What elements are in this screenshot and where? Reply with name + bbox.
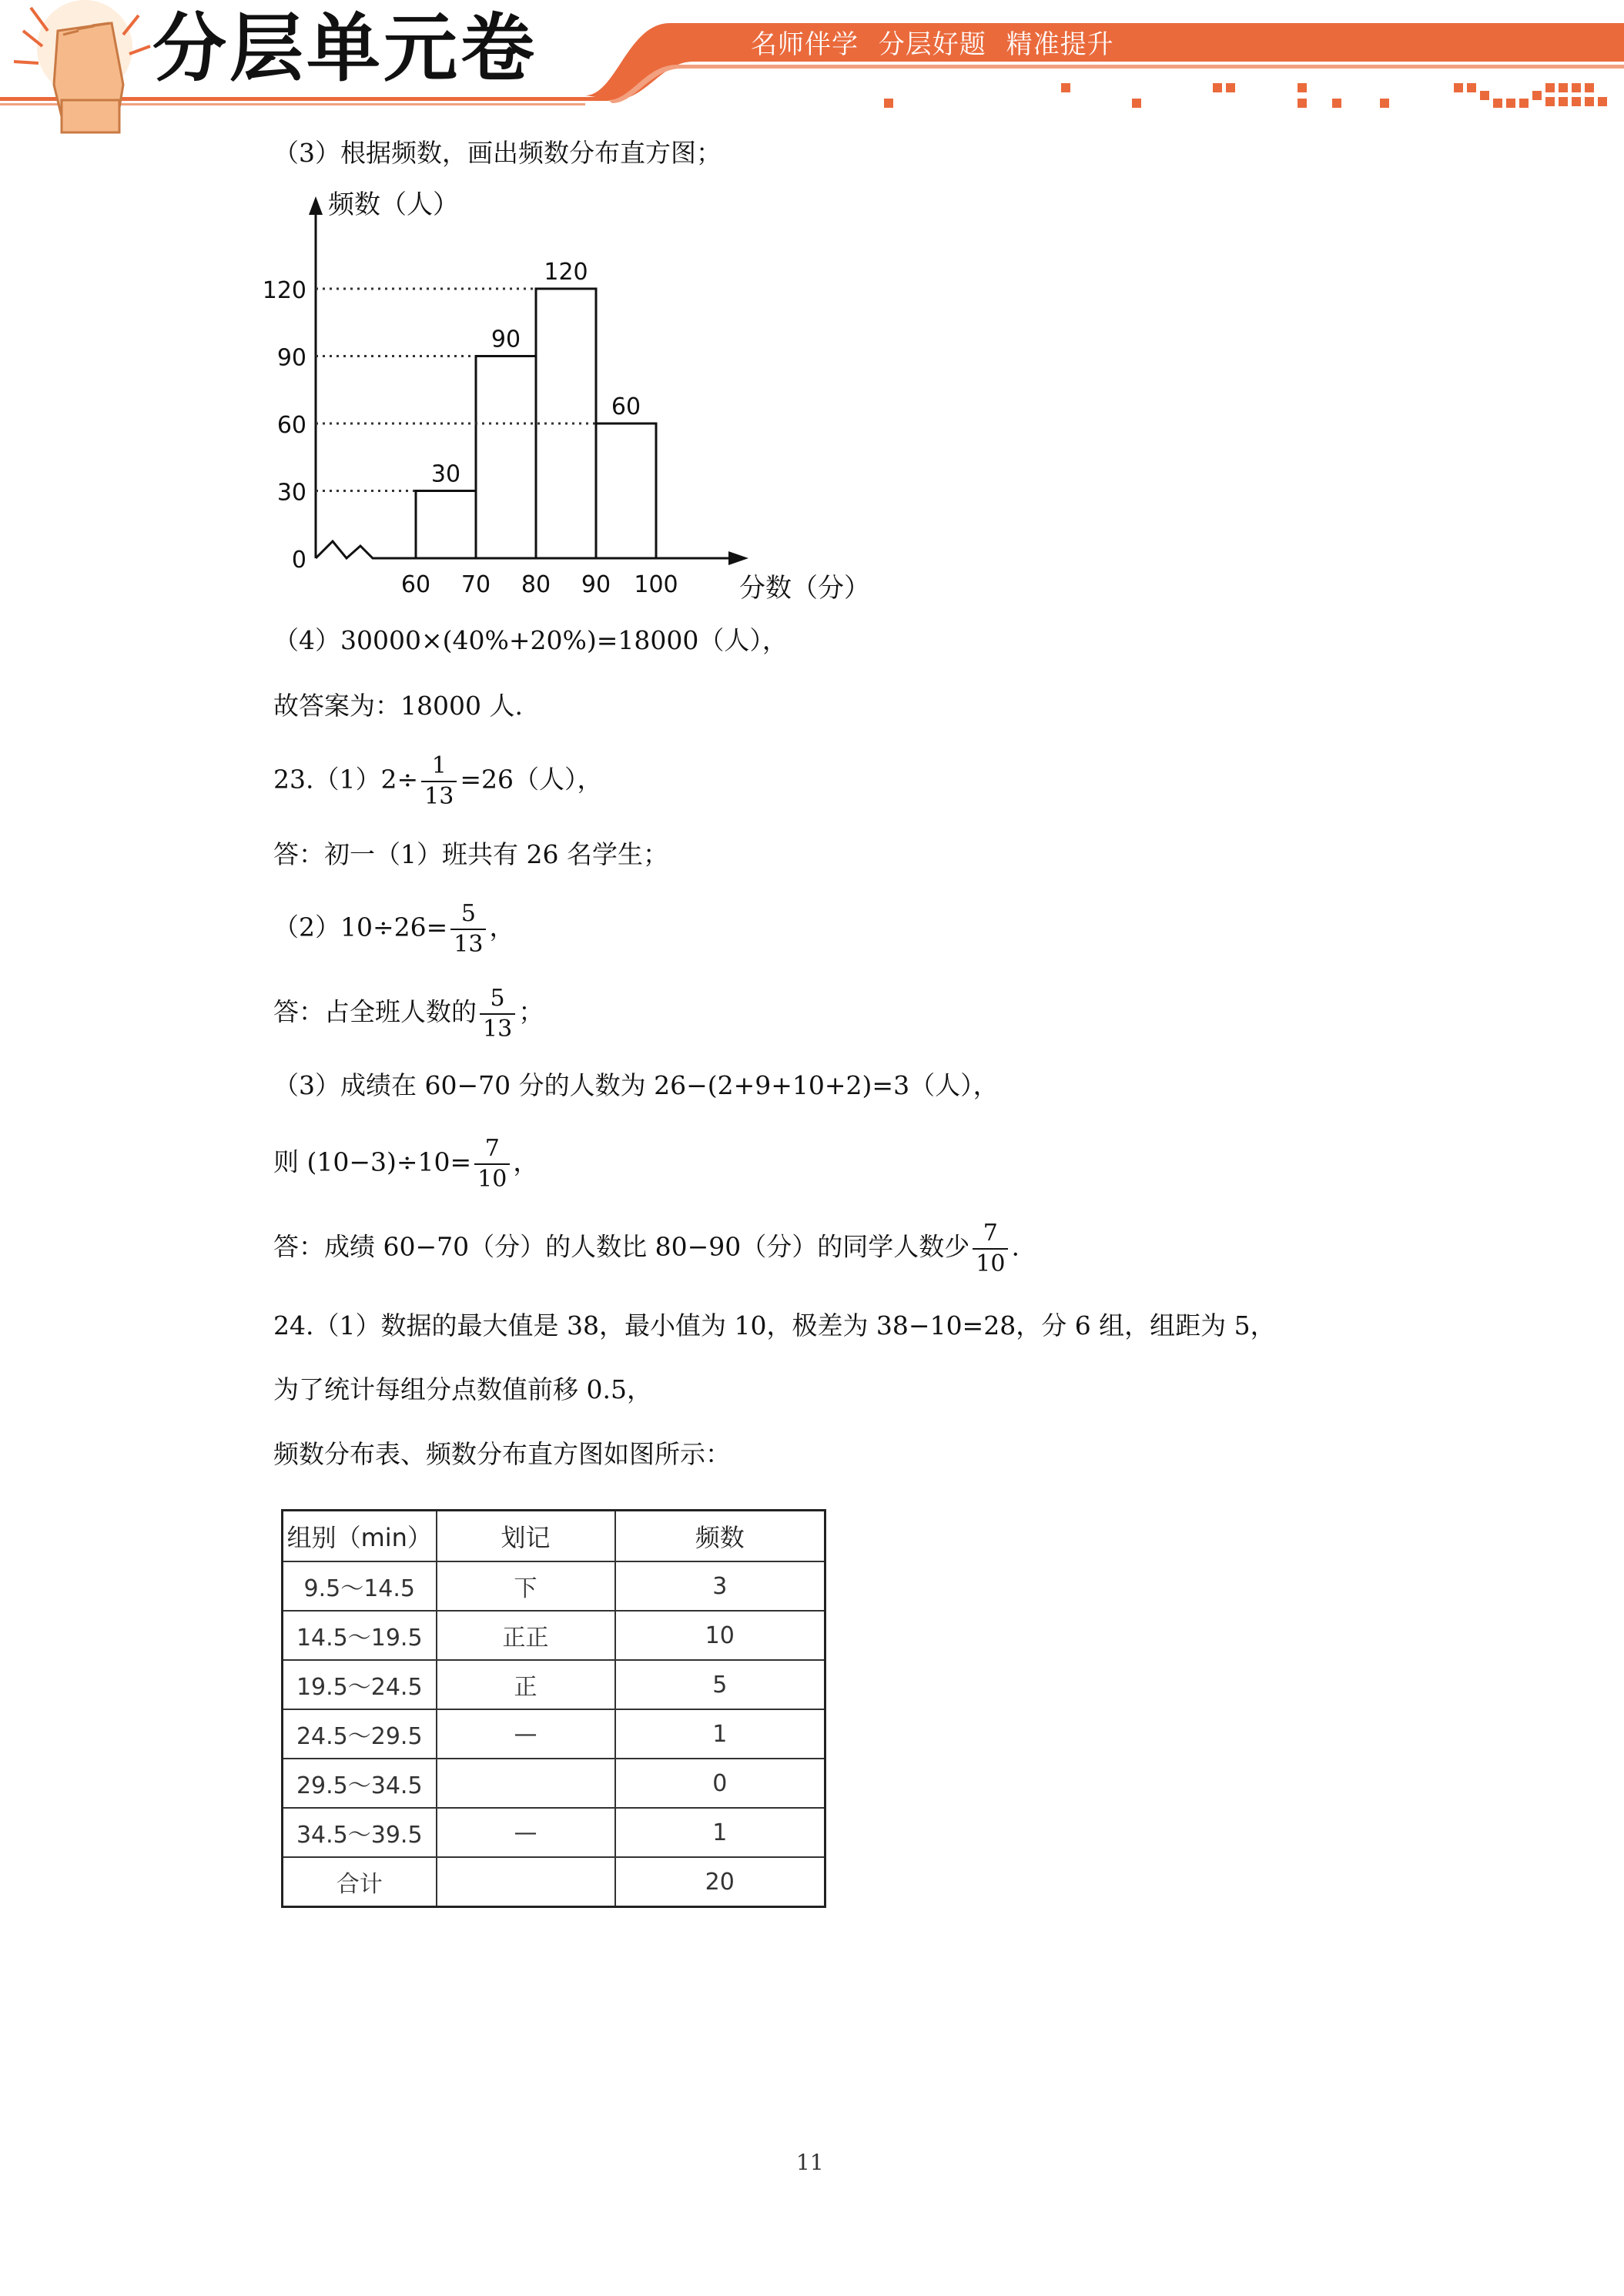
histogram-bar bbox=[416, 491, 476, 559]
table-cell: 合计 bbox=[283, 1857, 437, 1907]
table-cell: — bbox=[437, 1808, 615, 1857]
q23-answer1: 答：初一（1）班共有 26 名学生； bbox=[273, 839, 668, 869]
histogram-bar bbox=[596, 423, 656, 558]
table-cell: 34.5～39.5 bbox=[283, 1808, 437, 1857]
q24-line3: 频数分布表、频数分布直方图如图所示： bbox=[273, 1439, 731, 1469]
q23-part1-rhs: =26（人）， bbox=[460, 764, 603, 795]
x-tick-label: 60 bbox=[400, 571, 431, 598]
table-cell: 20 bbox=[615, 1857, 825, 1907]
table-cell bbox=[437, 1759, 615, 1808]
bar-value-label: 60 bbox=[611, 393, 641, 420]
header-slogan: 名师伴学 分层好题 精准提升 bbox=[751, 29, 1114, 60]
q23-part3b-tail: ， bbox=[513, 1146, 539, 1177]
table-cell: — bbox=[437, 1709, 615, 1759]
q23-answer2-pre: 答：占全班人数的 bbox=[273, 996, 477, 1027]
q23-answer3-pre: 答：成绩 60−70（分）的人数比 80−90（分）的同学人数少 bbox=[273, 1231, 970, 1262]
histogram-bar bbox=[476, 356, 536, 559]
table-cell bbox=[437, 1857, 615, 1907]
denominator: 13 bbox=[424, 782, 454, 810]
numerator: 1 bbox=[421, 751, 457, 782]
q23-part1-lhs: 2÷ bbox=[380, 764, 419, 795]
bar-value-label: 120 bbox=[544, 259, 588, 286]
q22-answer: 故答案为：18000 人. bbox=[273, 691, 523, 721]
denominator: 10 bbox=[477, 1165, 507, 1193]
table-header-cell: 划记 bbox=[437, 1511, 615, 1562]
table-row bbox=[283, 1611, 825, 1660]
table-cell: 24.5～29.5 bbox=[283, 1709, 437, 1759]
table-cell: 0 bbox=[615, 1759, 825, 1808]
q22-part4-line bbox=[273, 625, 788, 655]
q23-part1-label: 23.（1） bbox=[273, 764, 381, 795]
q22-part4-expr: 30000×(40%+20%)=18000 bbox=[340, 625, 699, 655]
y-tick-label: 90 bbox=[276, 344, 306, 372]
numerator: 5 bbox=[480, 984, 515, 1015]
y-axis-label: 频数（人） bbox=[328, 189, 459, 220]
table-row bbox=[283, 1561, 825, 1611]
table-cell: 9.5～14.5 bbox=[283, 1561, 437, 1611]
y-tick-label: 30 bbox=[276, 479, 306, 507]
table-cell: 19.5～24.5 bbox=[283, 1660, 437, 1709]
table-row bbox=[283, 1759, 825, 1808]
table-cell: 3 bbox=[615, 1561, 825, 1611]
table-cell: 29.5～34.5 bbox=[283, 1759, 437, 1808]
table-row bbox=[283, 1808, 825, 1857]
y-tick-label: 60 bbox=[276, 412, 306, 439]
table-header-row bbox=[283, 1511, 825, 1562]
fist-icon bbox=[14, 0, 150, 132]
x-tick-label: 90 bbox=[581, 571, 611, 598]
x-tick-label: 100 bbox=[634, 571, 678, 598]
table-header-cell: 频数 bbox=[615, 1511, 825, 1562]
bar-value-label: 90 bbox=[491, 326, 521, 353]
table-row bbox=[283, 1709, 825, 1759]
table-row bbox=[283, 1660, 825, 1709]
axis-break bbox=[316, 541, 416, 558]
numerator: 7 bbox=[973, 1219, 1008, 1250]
q23-answer2-tail: ； bbox=[518, 996, 544, 1027]
fraction bbox=[973, 1219, 1008, 1278]
table-cell: 正正 bbox=[437, 1611, 615, 1660]
q23-part3b-lhs: 则 (10−3)÷10= bbox=[273, 1146, 472, 1177]
x-axis-arrow bbox=[728, 551, 748, 565]
table-cell: 1 bbox=[615, 1709, 825, 1759]
table-cell: 下 bbox=[437, 1561, 615, 1611]
fraction bbox=[421, 751, 457, 811]
q24-line1: 24.（1）数据的最大值是 38，最小值为 10，极差为 38−10=28，分 6 组，组距为 5， bbox=[273, 1310, 1276, 1340]
bar-value-label: 30 bbox=[430, 460, 461, 488]
q23-part1 bbox=[273, 751, 602, 811]
q23-part2 bbox=[273, 899, 514, 959]
numerator: 7 bbox=[474, 1134, 510, 1165]
decorative-squares bbox=[884, 83, 1607, 108]
fraction bbox=[474, 1134, 510, 1193]
table-cell: 10 bbox=[615, 1611, 825, 1660]
fraction bbox=[450, 899, 486, 959]
table-cell: 5 bbox=[615, 1660, 825, 1709]
fraction bbox=[480, 984, 515, 1043]
page-header bbox=[0, 0, 1624, 146]
denominator: 10 bbox=[976, 1250, 1006, 1277]
table-row bbox=[283, 1857, 825, 1907]
frequency-table bbox=[281, 1509, 826, 1908]
y-tick-label: 120 bbox=[262, 277, 306, 304]
q22-part4-label: （4） bbox=[273, 625, 340, 655]
q23-part3: （3）成绩在 60−70 分的人数为 26−(2+9+10+2)=3（人）， bbox=[273, 1070, 999, 1100]
table-cell: 14.5～19.5 bbox=[283, 1611, 437, 1660]
brand-title: 分层单元卷 bbox=[152, 5, 537, 92]
denominator: 13 bbox=[483, 1015, 513, 1043]
x-tick-label: 70 bbox=[460, 571, 491, 598]
y-tick-label: 0 bbox=[291, 547, 306, 574]
x-axis-label: 分数（分） bbox=[739, 573, 870, 604]
q23-part2-lhs: 10÷26= bbox=[340, 912, 448, 942]
denominator: 13 bbox=[454, 930, 484, 958]
q23-part2-label: （2） bbox=[273, 912, 340, 942]
q22-part4-unit: （人）， bbox=[698, 625, 788, 655]
x-tick-label: 80 bbox=[521, 571, 551, 598]
histogram-chart bbox=[262, 181, 893, 612]
numerator: 5 bbox=[450, 899, 486, 930]
q22-part3-text: （3）根据频数，画出频数分布直方图； bbox=[273, 138, 722, 168]
q23-answer2 bbox=[273, 984, 544, 1043]
table-cell: 1 bbox=[615, 1808, 825, 1857]
table-cell: 正 bbox=[437, 1660, 615, 1709]
q23-part2-tail: ， bbox=[489, 912, 515, 942]
page-number: 11 bbox=[796, 2150, 824, 2175]
q23-answer3 bbox=[273, 1219, 1020, 1278]
y-axis-arrow bbox=[309, 196, 323, 215]
q23-answer3-tail: . bbox=[1011, 1231, 1020, 1262]
q23-part3b bbox=[273, 1134, 538, 1193]
q24-line2: 为了统计每组分点数值前移 0.5， bbox=[273, 1374, 652, 1404]
table-header-cell: 组别（min） bbox=[283, 1511, 437, 1562]
